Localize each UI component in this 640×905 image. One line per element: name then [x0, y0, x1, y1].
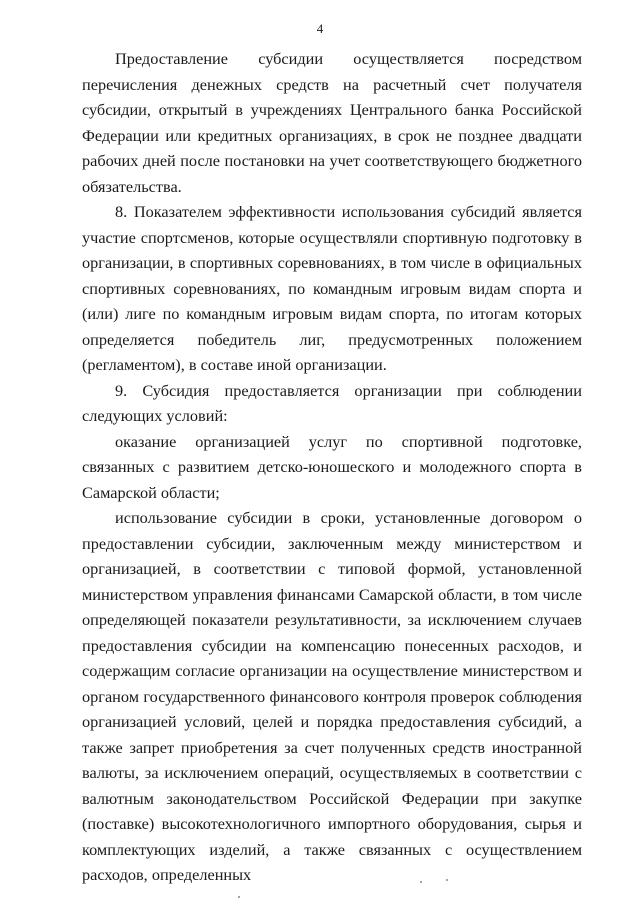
paragraph-condition-services: оказание организацией услуг по спортивной подготовке, связанных с развитием детско-юношеского и молодежного спорта в Самарской области;: [82, 431, 582, 502]
scan-speck: [420, 881, 422, 883]
paragraph-item-9: 9. Субсидия предоставляется организации при соблюдении следующих условий:: [82, 380, 582, 425]
scan-speck: [238, 896, 240, 898]
paragraph-subsidy-transfer: Предоставление субсидии осуществляется посредством перечисления денежных средств на расчетный счет получателя субсидии, открытый в учреждениях Центрального банка Российской Федерации или кредитных организациях, в срок не позднее двадцати рабочих дней после постановки на учет соответствующего бюджетного обязательства.: [82, 49, 582, 196]
paragraph-condition-usage: использование субсидии в сроки, установленные договором о предоставлении субсидии, заключенным между министерством и организацией, в соответствии с типовой формой, установленной министерством управления финансами Самарской области, в том числе определяющей показатели результативности, за исключением случаев предоставления субсидии на компенсацию понесенных расходов, и содержащим согласие организации на осуществление министерством и органом государственного финансового контроля проверок соблюдения организацией условий, целей и порядка предоставления субсидий, а также запрет приобретения за счет полученных средств иностранной валюты, за исключением операций, осуществляемых в соответствии с валютным законодательством Российской Федерации при закупке (поставке) высокотехнологичного импортного оборудования, сырья и комплектующих изделий, а также связанных с осуществлением расходов, определенных: [82, 508, 582, 884]
document-body: [82, 46, 582, 888]
paragraph-item-8: 8. Показателем эффективности использования субсидий является участие спортсменов, которые осуществляли спортивную подготовку в организации, в спортивных соревнованиях, в том числе в официальных спортивных соревнованиях, по командным игровым видам спорта и (или) лиге по командным игровым видам спорта, по итогам которых определяется победитель лиг, предусмотренных положением (регламентом), в составе иной организации.: [82, 202, 582, 374]
scan-speck: [446, 879, 448, 881]
page-number: 4: [316, 21, 324, 36]
